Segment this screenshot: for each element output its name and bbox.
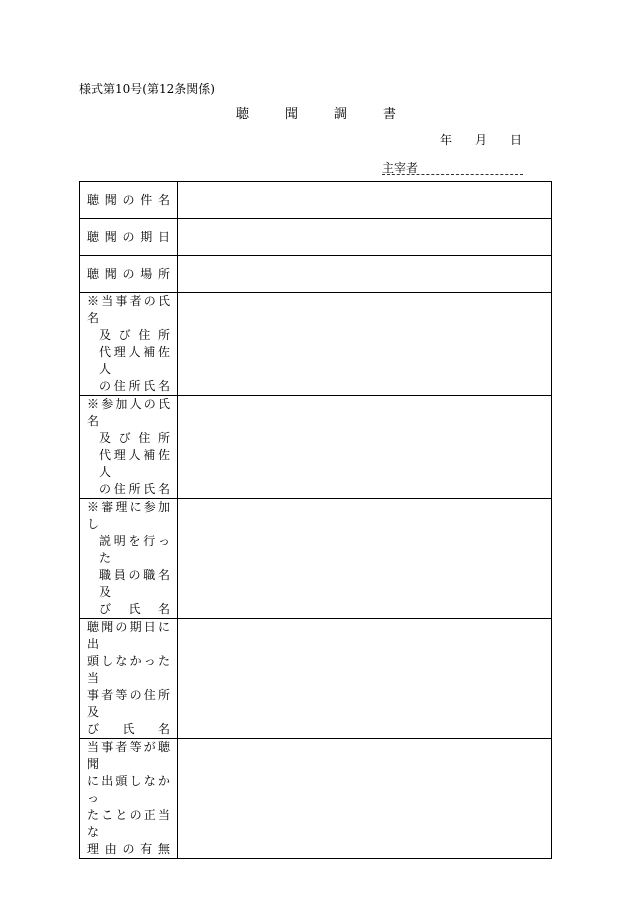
table-row — [80, 499, 552, 619]
presider-signature-line — [382, 174, 523, 175]
row-label — [80, 293, 178, 396]
table-row — [80, 256, 552, 293]
row-value-field[interactable] — [178, 739, 552, 859]
label-line: 代理人補佐人 — [99, 345, 170, 376]
table-row — [80, 396, 552, 499]
row-label — [80, 499, 178, 619]
title-char: 調 — [333, 107, 347, 122]
label-line: の住所氏名 — [99, 482, 170, 496]
label-line: 及び住所 — [99, 431, 170, 445]
label-line: 理由の有無 — [87, 842, 170, 856]
row-value-field[interactable] — [178, 619, 552, 739]
row-label — [80, 619, 178, 739]
table-row — [80, 182, 552, 219]
label-line: の住所氏名 — [99, 379, 170, 393]
row-value-field[interactable] — [178, 182, 552, 219]
label-line: 聴聞の件名 — [87, 192, 170, 207]
label-line: 代理人補佐人 — [99, 448, 170, 479]
form-number: 様式第10号(第12条関係) — [79, 82, 215, 96]
label-line: 当事者等が聴聞 — [87, 740, 170, 771]
row-value-field[interactable] — [178, 219, 552, 256]
label-line: び氏名 — [99, 602, 170, 616]
label-line: 及び住所 — [99, 328, 170, 342]
row-label — [80, 182, 178, 219]
table-row — [80, 619, 552, 739]
label-line: に出頭しなかっ — [87, 774, 170, 805]
title-char: 書 — [382, 107, 396, 122]
presider-label: 主宰者 — [382, 161, 419, 175]
label-line: 説明を行った — [99, 534, 170, 565]
row-label — [80, 396, 178, 499]
label-line: 聴聞の場所 — [87, 266, 170, 281]
label-line: ※参加人の氏名 — [87, 397, 170, 428]
label-line: 事者等の住所及 — [87, 688, 170, 719]
table-row — [80, 739, 552, 859]
label-line: たことの正当な — [87, 808, 170, 839]
row-value-field[interactable] — [178, 293, 552, 396]
date-day-label: 日 — [509, 133, 522, 147]
label-line: び氏名 — [87, 722, 170, 736]
label-line: ※審理に参加し — [87, 500, 170, 531]
date-line — [440, 131, 522, 148]
table-row — [80, 293, 552, 396]
label-line: 聴聞の期日に出 — [87, 620, 170, 651]
title-char: 聞 — [284, 107, 298, 122]
row-value-field[interactable] — [178, 396, 552, 499]
row-value-field[interactable] — [178, 499, 552, 619]
label-line: 聴聞の期日 — [87, 229, 170, 244]
row-value-field[interactable] — [178, 256, 552, 293]
table-row — [80, 219, 552, 256]
label-line: 職員の職名及 — [99, 568, 170, 599]
row-label — [80, 256, 178, 293]
row-label — [80, 739, 178, 859]
date-year-label: 年 — [440, 133, 453, 147]
label-line: 頭しなかった当 — [87, 654, 170, 685]
hearing-record-table — [79, 181, 552, 859]
label-line: ※当事者の氏名 — [87, 294, 170, 325]
date-month-label: 月 — [474, 133, 487, 147]
row-label — [80, 219, 178, 256]
title-char: 聴 — [236, 107, 250, 122]
document-title — [236, 103, 396, 122]
presider-signature — [382, 159, 523, 176]
